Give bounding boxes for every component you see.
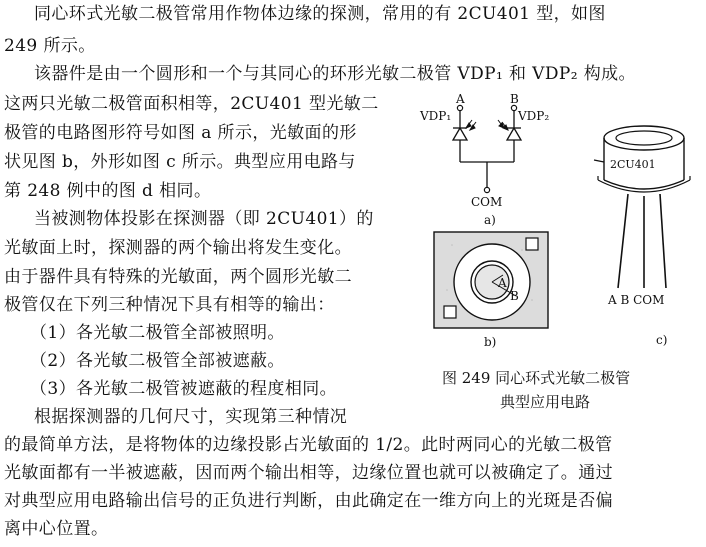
text-line-11: 极管仅在下列三种情况下具有相等的输出： [4,295,335,315]
figure-caption-line-2: 典型应用电路 [500,393,591,411]
figure-c-can-text: 2CU401 [610,158,656,171]
text-line-3: 该器件是由一个圆形和一个与其同心的环形光敏二极管 VDP₁ 和 VDP₂ 构成。 [34,64,636,84]
figure-b-label-a: A [498,276,507,290]
text-line-5: 极管的电路图形符号如图 a 所示，光敏面的形 [4,123,357,143]
text-line-15: 根据探测器的几何尺寸，实现第三种情况 [34,407,348,427]
text-line-17: 光敏面都有一半被遮蔽，因而两个输出相等，边缘位置也就可以被确定了。通过 [4,463,613,483]
figure-b-label-b: B [510,289,519,303]
figure-a-label-a: A [456,92,465,106]
text-line-18: 对典型应用电路输出信号的正负进行判断，由此确定在一维方向上的光斑是否偏 [4,491,613,511]
figure-b-sensor-surface [432,230,550,352]
figure-c-pin-labels: A B COM [608,293,665,307]
text-line-16: 的最简单方法，是将物体的边缘投影占光敏面的 1/2。此时两同心的光敏二极管 [4,435,613,455]
figure-c-package-outline [592,118,702,350]
text-line-12: （1）各光敏二极管全部被照明。 [30,323,285,343]
text-line-9: 光敏面上时，探测器的两个输出将发生变化。 [4,238,352,258]
text-line-13: （2）各光敏二极管全部被遮蔽。 [30,351,285,371]
figure-a-label-vdp1: VDP₁ [420,109,452,123]
text-line-7: 第 248 例中的图 d 相同。 [4,181,212,201]
text-line-2: 249 所示。 [4,36,96,56]
text-line-4: 这两只光敏二极管面积相等，2CU401 型光敏二 [4,94,379,114]
text-line-6: 状见图 b，外形如图 c 所示。典型应用电路与 [4,152,356,172]
figure-a-sublabel: a) [484,213,496,227]
text-line-1: 同心环式光敏二极管常用作物体边缘的探测，常用的有 2CU401 型，如图 [34,4,606,24]
figure-a-label-vdp2: VDP₂ [518,109,550,123]
text-line-19: 离中心位置。 [4,519,109,539]
figure-b-sublabel: b) [484,335,497,349]
figure-c-sublabel: c) [656,333,668,347]
figure-a-label-b: B [510,92,519,106]
text-line-8: 当被测物体投影在探测器（即 2CU401）的 [34,209,374,229]
text-line-14: （3）各光敏二极管被遮蔽的程度相同。 [30,379,338,399]
figure-caption-line-1: 图 249 同心环式光敏二极管 [442,369,631,387]
text-line-10: 由于器件具有特殊的光敏面，两个圆形光敏二 [4,267,352,287]
figure-a-label-com: COM [471,195,503,209]
figure-a-circuit-symbol [418,90,558,230]
